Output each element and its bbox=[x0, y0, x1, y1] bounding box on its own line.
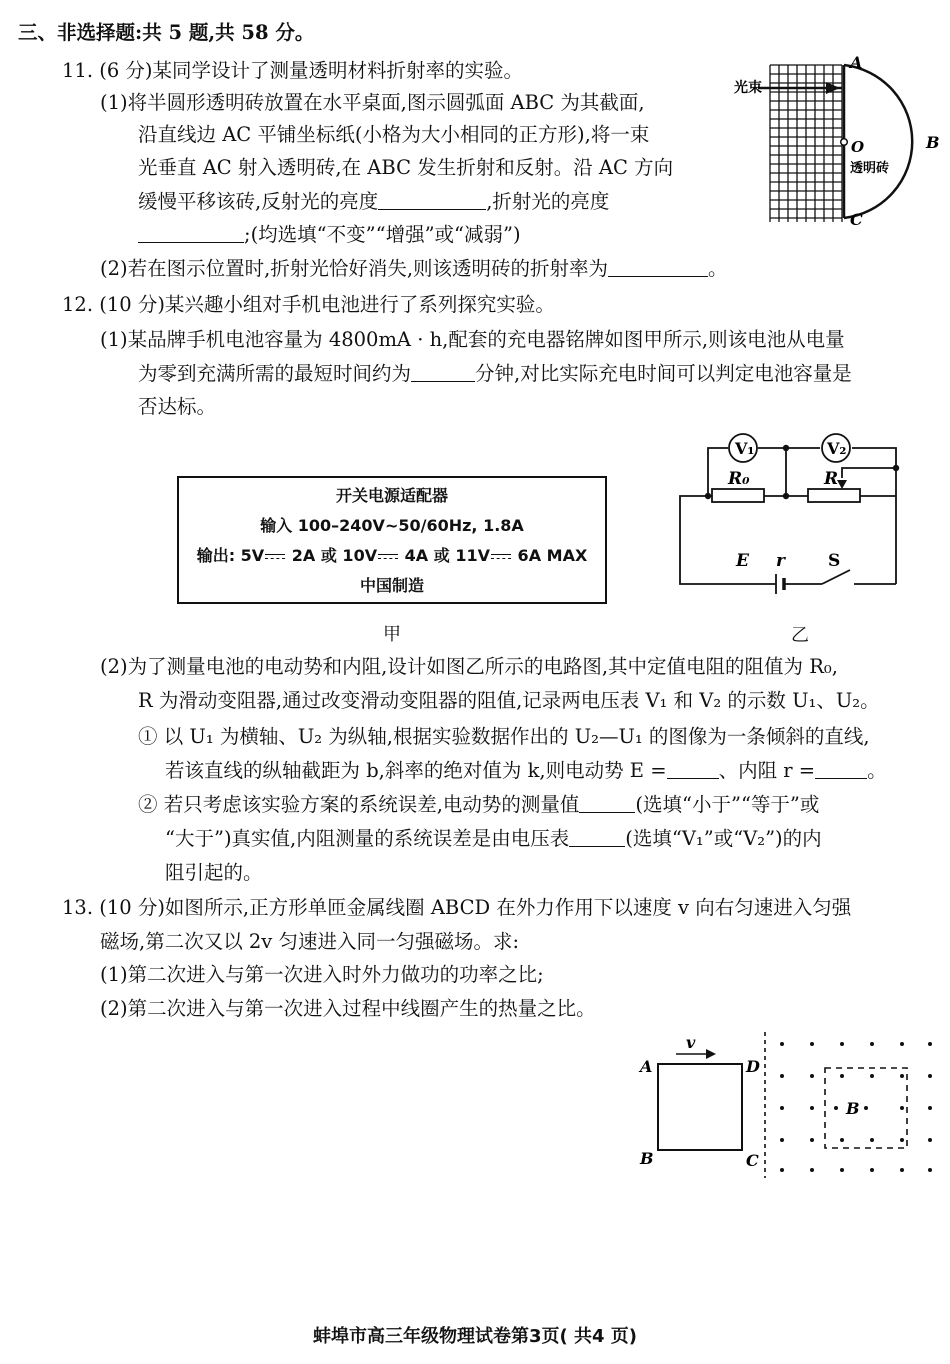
nameplate-out-b: 4A 或 11V bbox=[399, 546, 490, 565]
nameplate-out-a: 2A 或 10V bbox=[286, 546, 378, 565]
nameplate-output bbox=[179, 546, 605, 566]
dc-symbol-icon bbox=[491, 552, 511, 562]
label-b: B bbox=[926, 133, 940, 152]
q12-p1-line2 bbox=[138, 361, 852, 387]
label-o: O bbox=[851, 138, 865, 156]
label-v: v bbox=[686, 1033, 696, 1052]
answer-blank-reflect[interactable] bbox=[378, 191, 486, 210]
q11-p1-line4a: 缓慢平移该砖,反射光的亮度 bbox=[138, 190, 379, 213]
answer-blank-emf[interactable] bbox=[667, 760, 719, 779]
switch-s bbox=[822, 570, 850, 584]
q12-s1-line2 bbox=[165, 758, 887, 784]
q11-p2a: (2)若在图示位置时,折射光恰好消失,则该透明砖的折射率为 bbox=[100, 257, 609, 280]
label-v2: V₂ bbox=[827, 439, 847, 458]
q11-p2 bbox=[100, 256, 728, 282]
q13-header-line2: 磁场,第二次又以 2v 匀速进入同一匀强磁场。求: bbox=[100, 930, 520, 953]
q12-header: 12. (10 分)某兴趣小组对手机电池进行了系列探究实验。 bbox=[62, 293, 555, 316]
q12-s2-line1a: ② 若只考虑该实验方案的系统误差,电动势的测量值 bbox=[138, 793, 580, 816]
q12-p2-line1: (2)为了测量电池的电动势和内阻,设计如图乙所示的电路图,其中定值电阻的阻值为 R₀, bbox=[100, 655, 838, 678]
q12-s1-line2a: 若该直线的纵轴截距为 b,斜率的绝对值为 k,则电动势 E = bbox=[165, 759, 667, 782]
q12-p2-line2: R 为滑动变阻器,通过改变滑动变阻器的阻值,记录两电压表 V₁ 和 V₂ 的示数 U₁、U₂。 bbox=[138, 689, 880, 712]
q11-p1-line1: (1)将半圆形透明砖放置在水平桌面,图示圆弧面 ABC 为其截面, bbox=[100, 91, 645, 114]
velocity-arrow-icon bbox=[706, 1049, 716, 1059]
nameplate-origin: 中国制造 bbox=[359, 576, 424, 595]
q12-s2-line1 bbox=[138, 792, 819, 818]
rheostat-r bbox=[808, 489, 860, 502]
q11-p1-line2: 沿直线边 AC 平铺坐标纸(小格为大小相同的正方形),将一束 bbox=[138, 123, 650, 146]
q12-s2-line2a: “大于”)真实值,内阻测量的系统误差是由电压表 bbox=[165, 827, 570, 850]
nameplate-out-prefix: 输出: 5V bbox=[196, 546, 265, 565]
q12-p1-line1: (1)某品牌手机电池容量为 4800mA · h,配套的充电器铭牌如图甲所示,则该电池从电量 bbox=[100, 328, 845, 351]
q11-p1-line4 bbox=[138, 189, 609, 215]
label-e: E bbox=[736, 551, 749, 571]
q12-p1-line2b: 分钟,对比实际充电时间可以判定电池容量是 bbox=[475, 362, 852, 385]
dc-symbol-icon bbox=[265, 552, 285, 562]
q13-p2: (2)第二次进入与第一次进入过程中线圈产生的热量之比。 bbox=[100, 997, 596, 1020]
rheostat-slider-wire bbox=[842, 468, 896, 478]
wire-left bbox=[680, 496, 776, 584]
label-s: S bbox=[828, 551, 841, 571]
slider-arrow-icon bbox=[837, 480, 847, 489]
nameplate-input: 输入 100–240V~50/60Hz, 1.8A bbox=[260, 516, 524, 535]
nameplate-out-c: 6A MAX bbox=[511, 546, 588, 565]
q12-s2-line1b: (选填“小于”“等于”或 bbox=[635, 793, 820, 816]
resistor-r0 bbox=[712, 489, 764, 502]
q11-p1-line5-text: ;(均选填“不变”“增强”或“减弱”) bbox=[244, 223, 521, 246]
q12-s1-line2c: 。 bbox=[867, 759, 887, 782]
label-coil-a: A bbox=[640, 1057, 653, 1076]
q11-figure bbox=[730, 52, 945, 232]
q11-p1-line4b: ,折射光的亮度 bbox=[486, 190, 610, 213]
caption-jia: 甲 bbox=[383, 624, 401, 645]
label-a: A bbox=[850, 53, 863, 72]
label-field-b: B bbox=[846, 1099, 860, 1118]
section-heading: 三、非选择题:共 5 题,共 58 分。 bbox=[18, 21, 315, 44]
label-v1: V₁ bbox=[735, 439, 755, 458]
label-c: C bbox=[850, 210, 863, 229]
label-beam: 光束 bbox=[734, 80, 762, 96]
q13-p1: (1)第二次进入与第一次进入时外力做功的功率之比; bbox=[100, 963, 544, 986]
label-r-internal: r bbox=[776, 551, 785, 571]
q12-s2-line3: 阻引起的。 bbox=[165, 861, 263, 884]
v2-lead-right bbox=[852, 448, 896, 468]
label-brick: 透明砖 bbox=[850, 161, 890, 176]
coil-abcd bbox=[658, 1064, 742, 1150]
q11-p1-line3: 光垂直 AC 射入透明砖,在 ABC 发生折射和反射。沿 AC 方向 bbox=[138, 156, 674, 179]
page-footer: 蚌埠市高三年级物理试卷第3页( 共4 页) bbox=[312, 1326, 638, 1347]
label-r: R bbox=[824, 469, 839, 489]
q13-header-line1: 13. (10 分)如图所示,正方形单匝金属线圈 ABCD 在外力作用下以速度 v 向右匀速进入匀强 bbox=[62, 896, 852, 919]
label-coil-d: D bbox=[746, 1057, 760, 1076]
dc-symbol-icon bbox=[378, 552, 398, 562]
label-coil-b: B bbox=[640, 1149, 654, 1168]
charger-nameplate bbox=[177, 476, 607, 604]
center-point-o bbox=[841, 139, 848, 146]
nameplate-title: 开关电源适配器 bbox=[335, 486, 448, 505]
q11-p2b: 。 bbox=[708, 257, 728, 280]
caption-yi: 乙 bbox=[791, 625, 809, 646]
answer-blank-index[interactable] bbox=[608, 258, 708, 277]
circuit-diagram bbox=[672, 428, 912, 618]
q12-s2-line2b: (选填“V₁”或“V₂”)的内 bbox=[625, 827, 822, 850]
answer-blank-internal-r[interactable] bbox=[815, 760, 867, 779]
q12-p1-line3: 否达标。 bbox=[138, 395, 217, 418]
q11-header: 11. (6 分)某同学设计了测量透明材料折射率的实验。 bbox=[62, 59, 524, 82]
label-coil-c: C bbox=[746, 1151, 759, 1170]
q12-p1-line2a: 为零到充满所需的最短时间约为 bbox=[138, 362, 412, 385]
q12-s1-line1: ① 以 U₁ 为横轴、U₂ 为纵轴,根据实验数据作出的 U₂—U₁ 的图像为一条倾斜的直线, bbox=[138, 725, 870, 748]
answer-blank-voltmeter[interactable] bbox=[569, 828, 625, 847]
answer-blank-emf-compare[interactable] bbox=[579, 794, 635, 813]
label-r0: R₀ bbox=[728, 469, 750, 489]
q12-s2-line2 bbox=[165, 826, 822, 852]
q11-p1-line5 bbox=[138, 222, 521, 248]
q12-s1-line2b: 、内阻 r = bbox=[718, 759, 816, 782]
answer-blank-minutes[interactable] bbox=[411, 363, 475, 382]
q13-figure bbox=[630, 1028, 940, 1178]
answer-blank-refract[interactable] bbox=[138, 224, 244, 243]
